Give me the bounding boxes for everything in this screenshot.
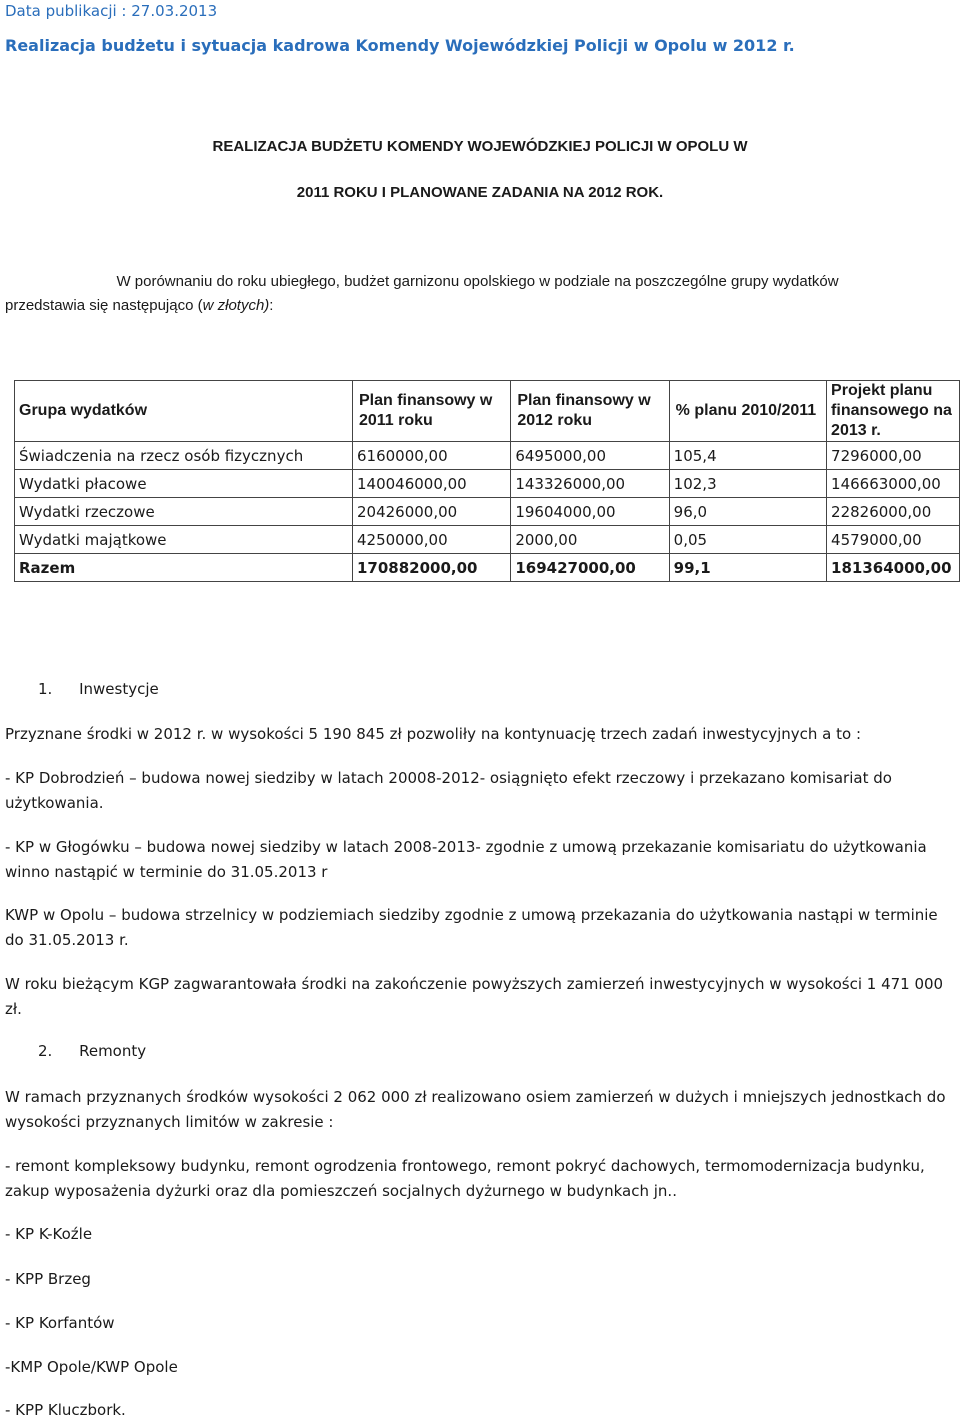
table-cell: 102,3 bbox=[669, 470, 826, 498]
table-row bbox=[15, 442, 960, 470]
section1-title: Inwestycje bbox=[79, 680, 159, 698]
table-cell: 6160000,00 bbox=[352, 442, 510, 470]
table-cell: 19604000,00 bbox=[511, 498, 669, 526]
section2-number: 2. bbox=[38, 1042, 53, 1060]
table-row bbox=[15, 498, 960, 526]
table-total-row bbox=[15, 554, 960, 582]
table-cell: 146663000,00 bbox=[827, 470, 960, 498]
table-cell: 4579000,00 bbox=[827, 526, 960, 554]
publication-date: Data publikacji : 27.03.2013 bbox=[5, 2, 218, 20]
table-row bbox=[15, 470, 960, 498]
page-title[interactable]: Realizacja budżetu i sytuacja kadrowa Komendy Wojewódzkiej Policji w Opolu w 2012 r. bbox=[5, 36, 795, 55]
table-cell: Wydatki majątkowe bbox=[15, 526, 353, 554]
table-header-cell: Plan finansowy w 2011 roku bbox=[352, 381, 510, 442]
table-cell: 7296000,00 bbox=[827, 442, 960, 470]
table-header-cell: Grupa wydatków bbox=[15, 381, 353, 442]
section1-paragraph-3: - KP w Głogówku – budowa nowej siedziby w latach 2008-2013- zgodnie z umową przekazanie komisariatu do użytkowania winno nastąpić w terminie do 31.05.2013 r bbox=[5, 838, 927, 881]
list-item: -KMP Opole/KWP Opole bbox=[5, 1358, 178, 1376]
section1-paragraph-4: KWP w Opolu – budowa strzelnicy w podziemiach siedziby zgodnie z umową przekazania do użytkowania nastąpi w terminie do 31.05.2013 r. bbox=[5, 906, 938, 949]
section1-heading bbox=[38, 680, 159, 698]
section2-paragraph-2: - remont kompleksowy budynku, remont ogrodzenia frontowego, remont pokryć dachowych, termomodernizacja budynku, zakup wyposażenia dyżurki oraz dla pomieszczeń socjalnych dyżurnego w budynkach jn.. bbox=[5, 1157, 925, 1200]
section1-number: 1. bbox=[38, 680, 53, 698]
table-cell: 4250000,00 bbox=[352, 526, 510, 554]
list-item: - KP Korfantów bbox=[5, 1314, 115, 1332]
section2-heading bbox=[38, 1042, 146, 1060]
section2-paragraph-1: W ramach przyznanych środków wysokości 2 062 000 zł realizowano osiem zamierzeń w dużych i mniejszych jednostkach do wysokości przyznanych limitów w zakresie : bbox=[5, 1088, 946, 1131]
section1-paragraph-5: W roku bieżącym KGP zagwarantowała środki na zakończenie powyższych zamierzeń inwestycyjnych w wysokości 1 471 000 zł. bbox=[5, 975, 944, 1018]
document-heading-line2: 2011 ROKU I PLANOWANE ZADANIA NA 2012 ROK. bbox=[296, 184, 664, 201]
intro-line1: W porównaniu do roku ubiegłego, budżet garnizonu opolskiego w podziale na poszczególne grupy wydatków bbox=[116, 273, 839, 290]
intro-line2-start: przedstawia się następująco ( bbox=[5, 297, 203, 314]
table-cell: Wydatki rzeczowe bbox=[15, 498, 353, 526]
table-cell: 99,1 bbox=[669, 554, 826, 582]
table-cell: 181364000,00 bbox=[827, 554, 960, 582]
table-cell: 2000,00 bbox=[511, 526, 669, 554]
intro-paragraph bbox=[5, 270, 950, 318]
list-item: - KP K-Koźle bbox=[5, 1225, 93, 1243]
table-cell: 0,05 bbox=[669, 526, 826, 554]
table-cell: 20426000,00 bbox=[352, 498, 510, 526]
table-header-cell: Plan finansowy w 2012 roku bbox=[511, 381, 669, 442]
list-item: - KPP Brzeg bbox=[5, 1270, 91, 1288]
table-cell: Świadczenia na rzecz osób fizycznych bbox=[15, 442, 353, 470]
table-cell: 105,4 bbox=[669, 442, 826, 470]
intro-line2-end: : bbox=[269, 297, 274, 314]
table-cell: 140046000,00 bbox=[352, 470, 510, 498]
table-cell: Razem bbox=[15, 554, 353, 582]
budget-table bbox=[14, 380, 960, 582]
table-header-cell: % planu 2010/2011 bbox=[669, 381, 826, 442]
section1-paragraph-2: - KP Dobrodzień – budowa nowej siedziby w latach 20008-2012- osiągnięto efekt rzeczowy i przekazano komisariat do użytkowania. bbox=[5, 769, 892, 812]
table-cell: 22826000,00 bbox=[827, 498, 960, 526]
table-header-row bbox=[15, 381, 960, 442]
table-cell: 170882000,00 bbox=[352, 554, 510, 582]
table-cell: 96,0 bbox=[669, 498, 826, 526]
document-heading-line1: REALIZACJA BUDŻETU KOMENDY WOJEWÓDZKIEJ POLICJI W OPOLU W bbox=[212, 138, 748, 155]
table-cell: Wydatki płacowe bbox=[15, 470, 353, 498]
intro-line2-italic: w złotych) bbox=[202, 297, 270, 314]
table-cell: 143326000,00 bbox=[511, 470, 669, 498]
section1-paragraph-1: Przyznane środki w 2012 r. w wysokości 5 190 845 zł pozwoliły na kontynuację trzech zadań inwestycyjnych a to : bbox=[5, 725, 862, 743]
table-cell: 6495000,00 bbox=[511, 442, 669, 470]
intro-line2 bbox=[5, 294, 950, 318]
table-row bbox=[15, 526, 960, 554]
section2-title: Remonty bbox=[79, 1042, 147, 1060]
table-header-cell: Projekt planu finansowego na 2013 r. bbox=[827, 381, 960, 442]
list-item: - KPP Kluczbork. bbox=[5, 1401, 126, 1419]
table-cell: 169427000,00 bbox=[511, 554, 669, 582]
